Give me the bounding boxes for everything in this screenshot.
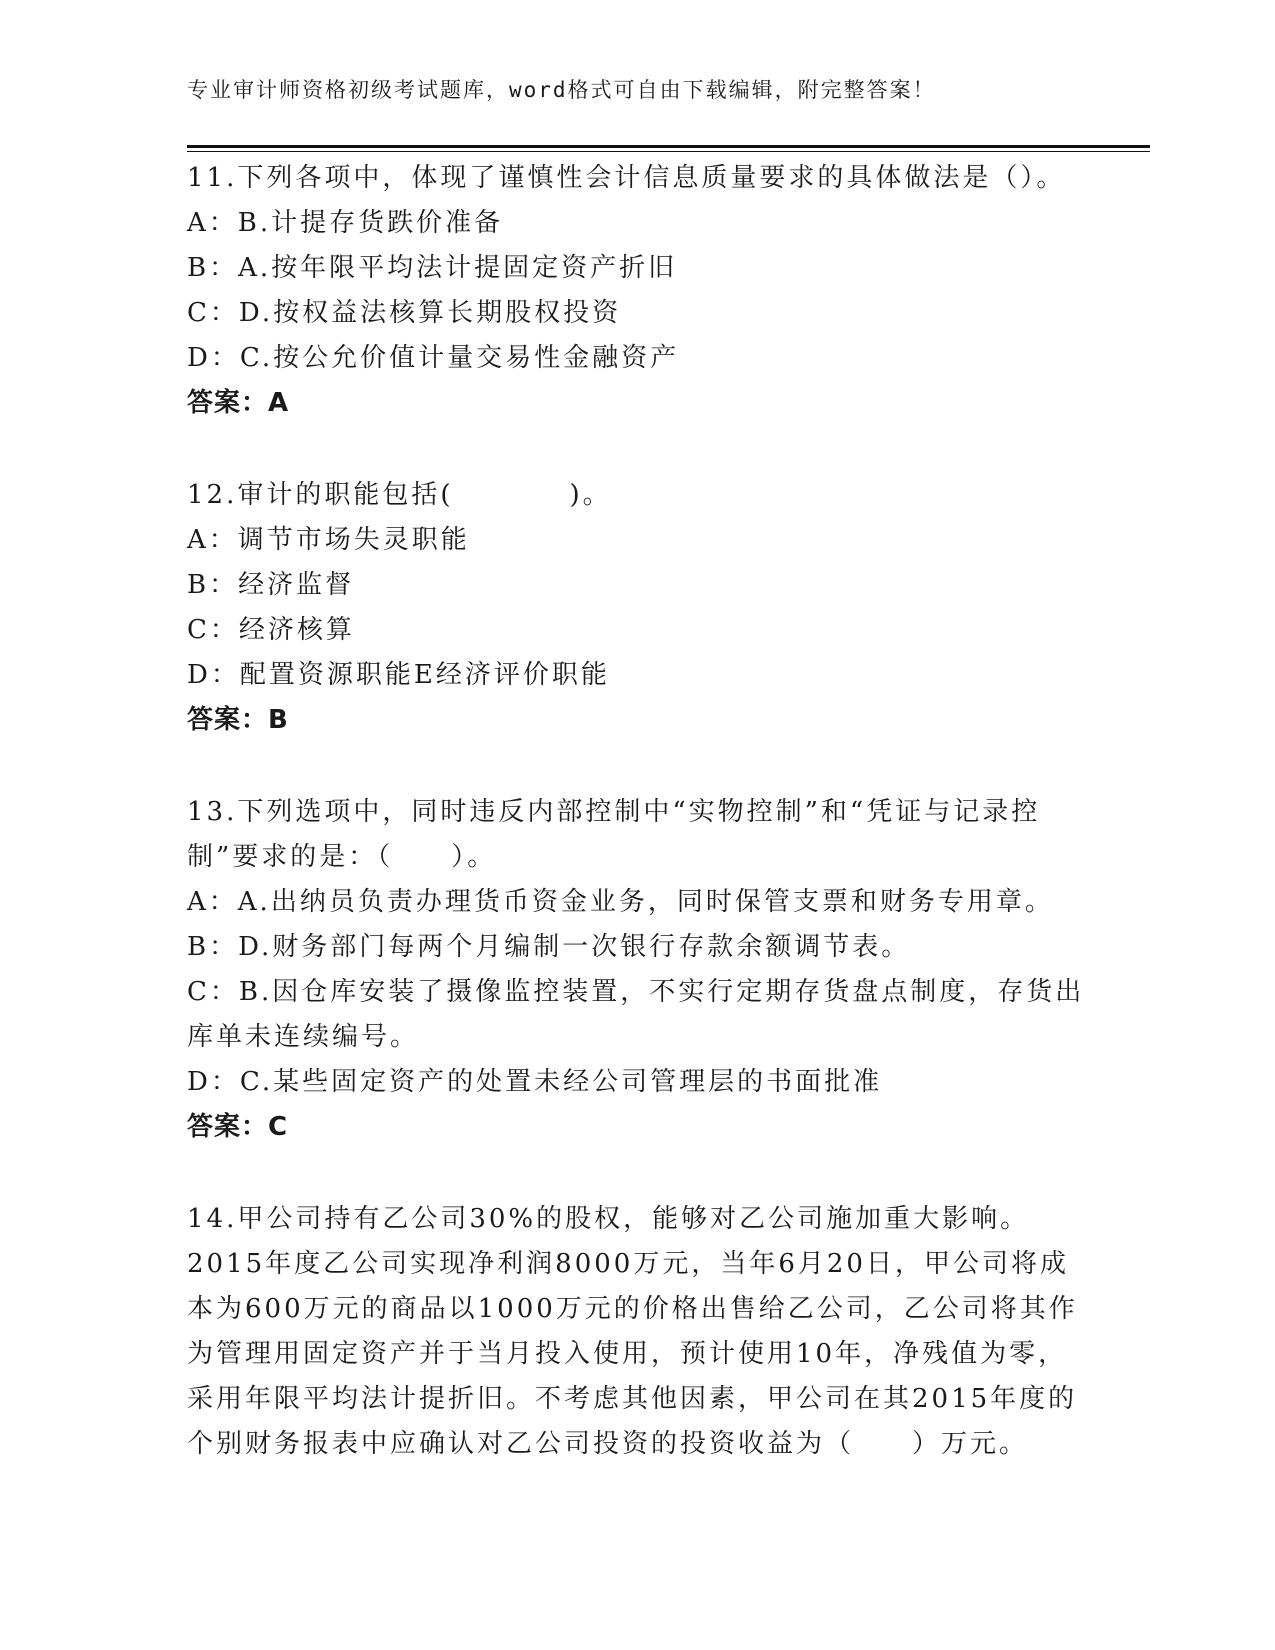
- question-14: [187, 1197, 1087, 1467]
- option-d: D：C.按公允价值计量交易性金融资产: [187, 343, 680, 373]
- question-list: [187, 156, 1087, 1467]
- option-b: B：经济监督: [187, 570, 355, 600]
- question-stem: 12.审计的职能包括( )。: [187, 480, 612, 510]
- option-a: A：B.计提存货跌价准备: [187, 208, 504, 238]
- page-header: 专业审计师资格初级考试题库，word格式可自由下载编辑，附完整答案！: [187, 78, 936, 102]
- header-rule-thick: [187, 145, 1150, 148]
- question-answer: 答案：C: [187, 1112, 289, 1142]
- option-b: B：D.财务部门每两个月编制一次银行存款余额调节表。: [187, 932, 911, 962]
- option-b: B：A.按年限平均法计提固定资产折旧: [187, 253, 678, 283]
- option-d: D：配置资源职能E经济评价职能: [187, 660, 610, 690]
- question-stem: 11.下列各项中，体现了谨慎性会计信息质量要求的具体做法是（）。: [187, 163, 1066, 193]
- header-rule-thin: [187, 151, 1150, 152]
- option-a: A：调节市场失灵职能: [187, 525, 470, 555]
- question-13: [187, 790, 1087, 1150]
- option-a: A：A.出纳员负责办理货币资金业务，同时保管支票和财务专用章。: [187, 887, 1054, 917]
- question-spacer: [187, 743, 1087, 790]
- question-stem: 14.甲公司持有乙公司30%的股权，能够对乙公司施加重大影响。2015年度乙公司实现净利润8000万元，当年6月20日，甲公司将成本为600万元的商品以1000万元的价格出售给乙公司，乙公司将其作为管理用固定资产并于当月投入使用，预计使用10年，净残值为零，采用年限平均法计提折旧。不考虑其他因素，甲公司在其2015年度的个别财务报表中应确认对乙公司投资的投资收益为（ ）万元。: [187, 1204, 1078, 1459]
- question-spacer: [187, 1150, 1087, 1197]
- question-spacer: [187, 426, 1087, 473]
- question-11: [187, 156, 1087, 426]
- question-stem: 13.下列选项中，同时违反内部控制中“实物控制”和“凭证与记录控制”要求的是：（ ）。: [187, 797, 1041, 872]
- option-d: D：C.某些固定资产的处置未经公司管理层的书面批准: [187, 1067, 883, 1097]
- question-answer: 答案：B: [187, 705, 289, 735]
- option-c: C：D.按权益法核算长期股权投资: [187, 298, 622, 328]
- option-c: C：经济核算: [187, 615, 355, 645]
- option-c: C：B.因仓库安装了摄像监控装置，不实行定期存货盘点制度，存货出库单未连续编号。: [187, 977, 1085, 1052]
- question-answer: 答案：A: [187, 388, 290, 418]
- question-12: [187, 473, 1087, 743]
